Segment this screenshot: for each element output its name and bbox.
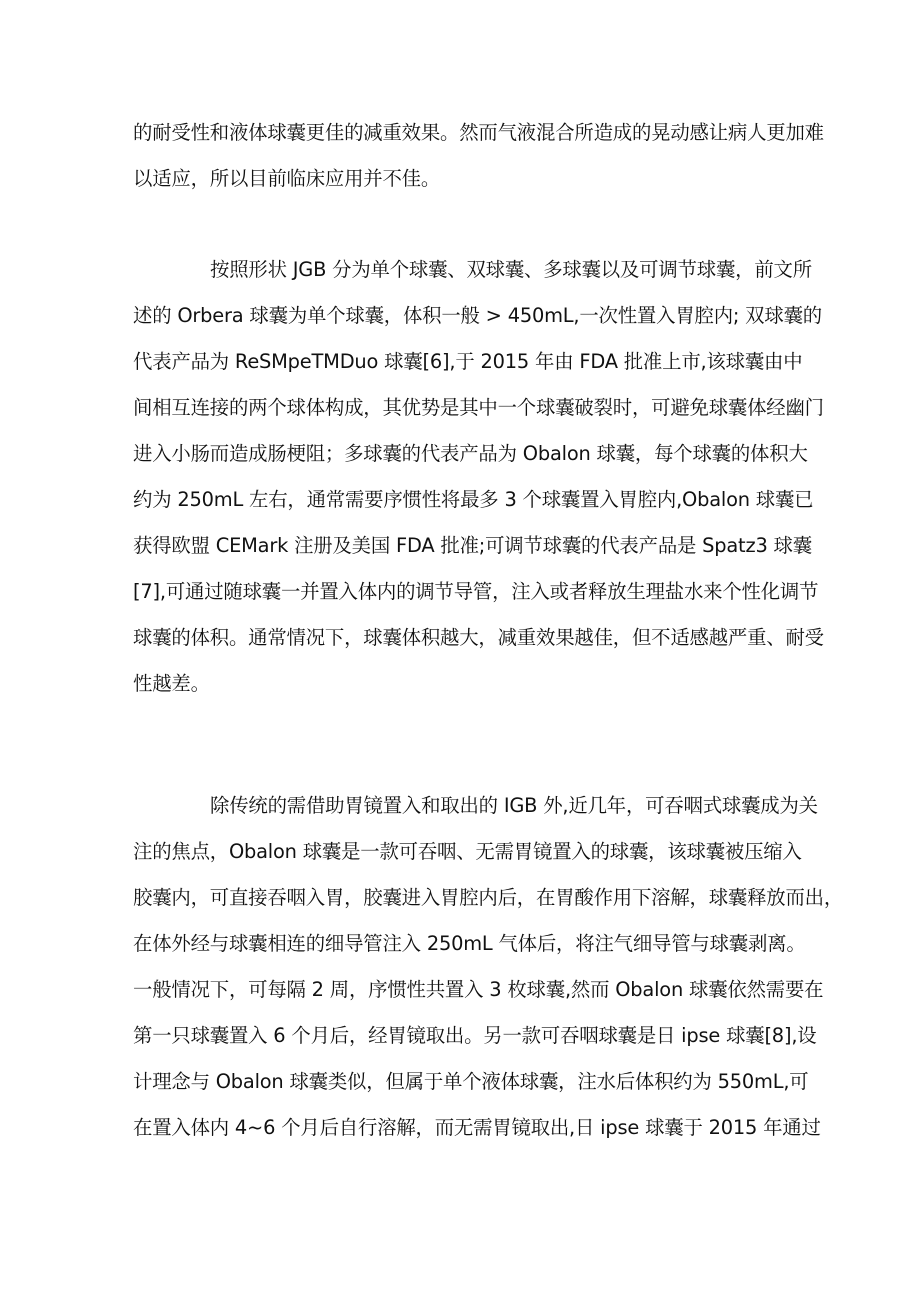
text-line: 在体外经与球囊相连的细导管注入 250mL 气体后，将注气细导管与球囊剥离。 [133,932,806,955]
text-line: 注的焦点，Obalon 球囊是一款可吞咽、无需胃镜置入的球囊，该球囊被压缩入 [133,840,802,863]
text-line: 进入小肠而造成肠梗阻；多球囊的代表产品为 Obalon 球囊，每个球囊的体积大 [133,442,808,465]
text-line: 以适应，所以目前临床应用并不佳。 [133,167,441,190]
text-line: 一般情况下，可每隔 2 周，序惯性共置入 3 枚球囊,然而 Obalon 球囊依然需要在 [133,978,824,1001]
text-line: 获得欧盟 CEMark 注册及美国 FDA 批准;可调节球囊的代表产品是 Spatz3 球囊 [133,534,812,557]
text-line: 间相互连接的两个球体构成，其优势是其中一个球囊破裂时，可避免球囊体经幽门 [133,396,824,419]
text-line: 代表产品为 ReSMpeTMDuo 球囊[6],于 2015 年由 FDA 批准上市,该球囊由中 [133,350,803,373]
paragraph-swallowable-balloons [133,783,844,1151]
text-line: 性越差。 [133,672,210,695]
text-line: 除传统的需借助胃镜置入和取出的 IGB 外,近几年，可吞咽式球囊成为关 [210,794,818,817]
text-line: 的耐受性和液体球囊更佳的减重效果。然而气液混合所造成的晃动感让病人更加难 [133,121,824,144]
text-line: 球囊的体积。通常情况下，球囊体积越大，减重效果越佳，但不适感越严重、耐受 [133,626,824,649]
text-line: 按照形状 JGB 分为单个球囊、双球囊、多球囊以及可调节球囊，前文所 [210,258,812,281]
text-line: 计理念与 Obalon 球囊类似，但属于单个液体球囊，注水后体积约为 550mL,可 [133,1070,809,1093]
text-line: 在置入体内 4~6 个月后自行溶解，而无需胃镜取出,日 ipse 球囊于 2015 年通过 [133,1116,821,1139]
text-line: [7],可通过随球囊一并置入体内的调节导管，注入或者释放生理盐水来个性化调节 [133,580,819,603]
text-line: 约为 250mL 左右，通常需要序惯性将最多 3 个球囊置入胃腔内,Obalon 球囊已 [133,488,814,511]
text-line: 述的 Orbera 球囊为单个球囊，体积一般 > 450mL,一次性置入胃腔内; 双球囊的 [133,304,822,327]
text-line: 第一只球囊置入 6 个月后，经胃镜取出。另一款可吞咽球囊是日 ipse 球囊[8],设 [133,1024,817,1047]
paragraph-balloon-shapes [133,247,824,707]
paragraph-gas-liquid-balloon [133,110,824,202]
text-line: 胶囊内，可直接吞咽入胃，胶囊进入胃腔内后，在胃酸作用下溶解，球囊释放而出， [133,886,844,909]
